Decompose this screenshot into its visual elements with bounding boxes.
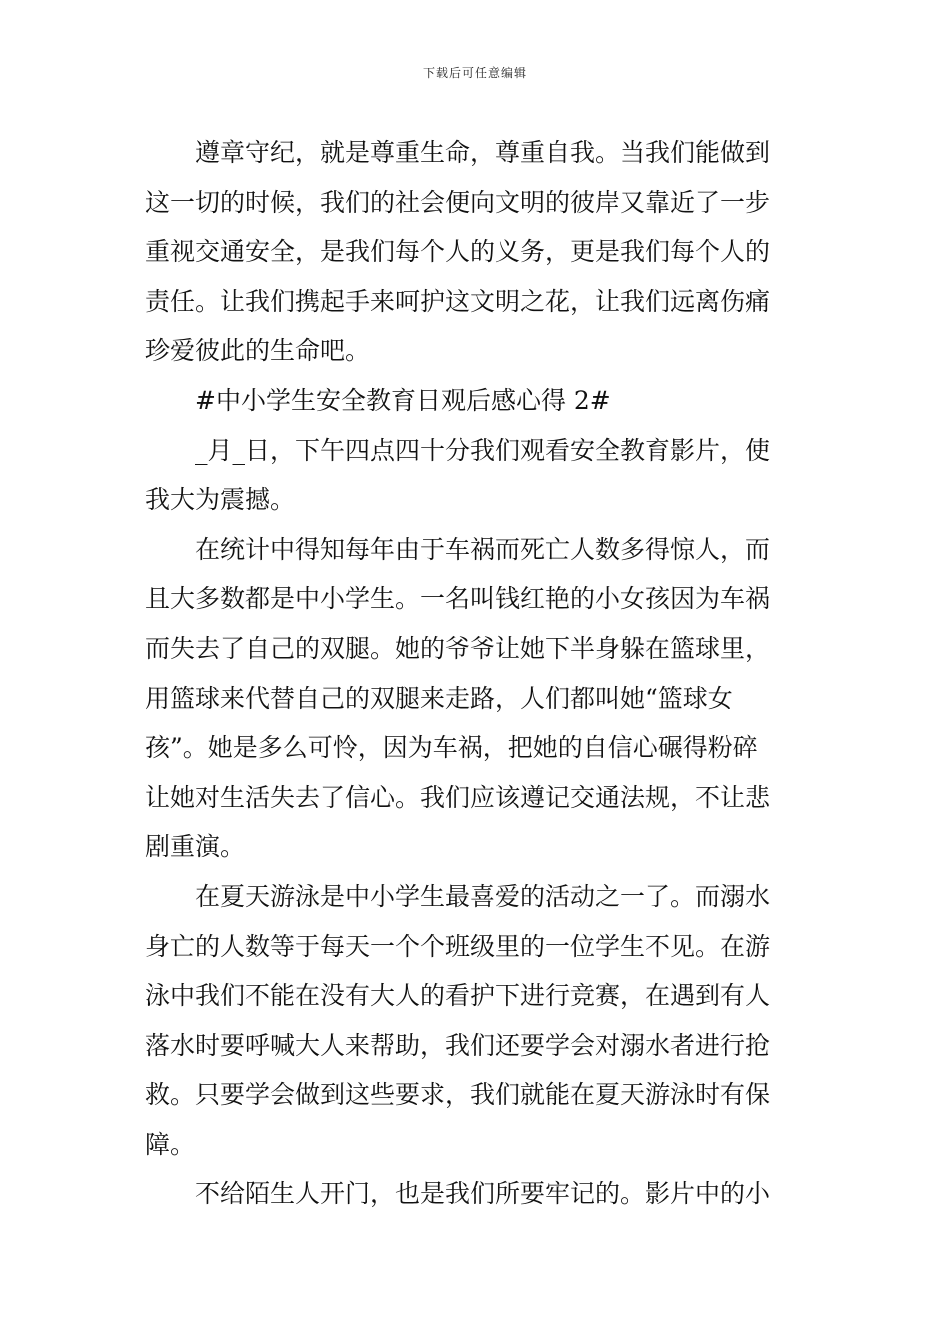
text-line: 救。只要学会做到这些要求，我们就能在夏天游泳时有保	[145, 1080, 771, 1110]
text-line: 责任。让我们携起手来呵护这文明之花，让我们远离伤痛	[145, 286, 771, 316]
text-line: 这一切的时候，我们的社会便向文明的彼岸又靠近了一步	[145, 187, 771, 217]
text-line: 障。	[145, 1129, 196, 1159]
text-line: 珍爱彼此的生命吧。	[145, 336, 371, 366]
text-line: 我大为震撼。	[145, 485, 296, 515]
document-body	[145, 128, 810, 1219]
text-line: 且大多数都是中小学生。一名叫钱红艳的小女孩因为车祸	[145, 584, 771, 614]
text-line: 让她对生活失去了信心。我们应该遵记交通法规，不让悲	[145, 782, 771, 812]
text-line: #中小学生安全教育日观后感心得 2#	[195, 385, 611, 415]
text-line: 不给陌生人开门，也是我们所要牢记的。影片中的小	[195, 1179, 771, 1209]
text-line: 在夏天游泳是中小学生最喜爱的活动之一了。而溺水	[195, 881, 771, 911]
text-line: 身亡的人数等于每天一个个班级里的一位学生不见。在游	[145, 931, 771, 961]
text-line: 重视交通安全，是我们每个人的义务，更是我们每个人的	[145, 237, 771, 267]
text-line: 孩”。她是多么可怜，因为车祸，把她的自信心碾得粉碎	[145, 733, 758, 763]
text-line: 剧重演。	[145, 832, 246, 862]
text-line: 用篮球来代替自己的双腿来走路，人们都叫她“篮球女	[145, 683, 733, 713]
text-line: 泳中我们不能在没有大人的看护下进行竞赛，在遇到有人	[145, 981, 771, 1011]
text-line: 遵章守纪，就是尊重生命，尊重自我。当我们能做到	[195, 138, 771, 167]
text-line: _月_日，下午四点四十分我们观看安全教育影片，使	[195, 435, 771, 465]
text-line: 落水时要呼喊大人来帮助，我们还要学会对溺水者进行抢	[145, 1030, 771, 1060]
text-line: 在统计中得知每年由于车祸而死亡人数多得惊人，而	[195, 534, 771, 564]
page-header: 下载后可任意编辑	[422, 66, 527, 80]
text-line: 而失去了自己的双腿。她的爷爷让她下半身躲在篮球里，	[145, 633, 771, 663]
